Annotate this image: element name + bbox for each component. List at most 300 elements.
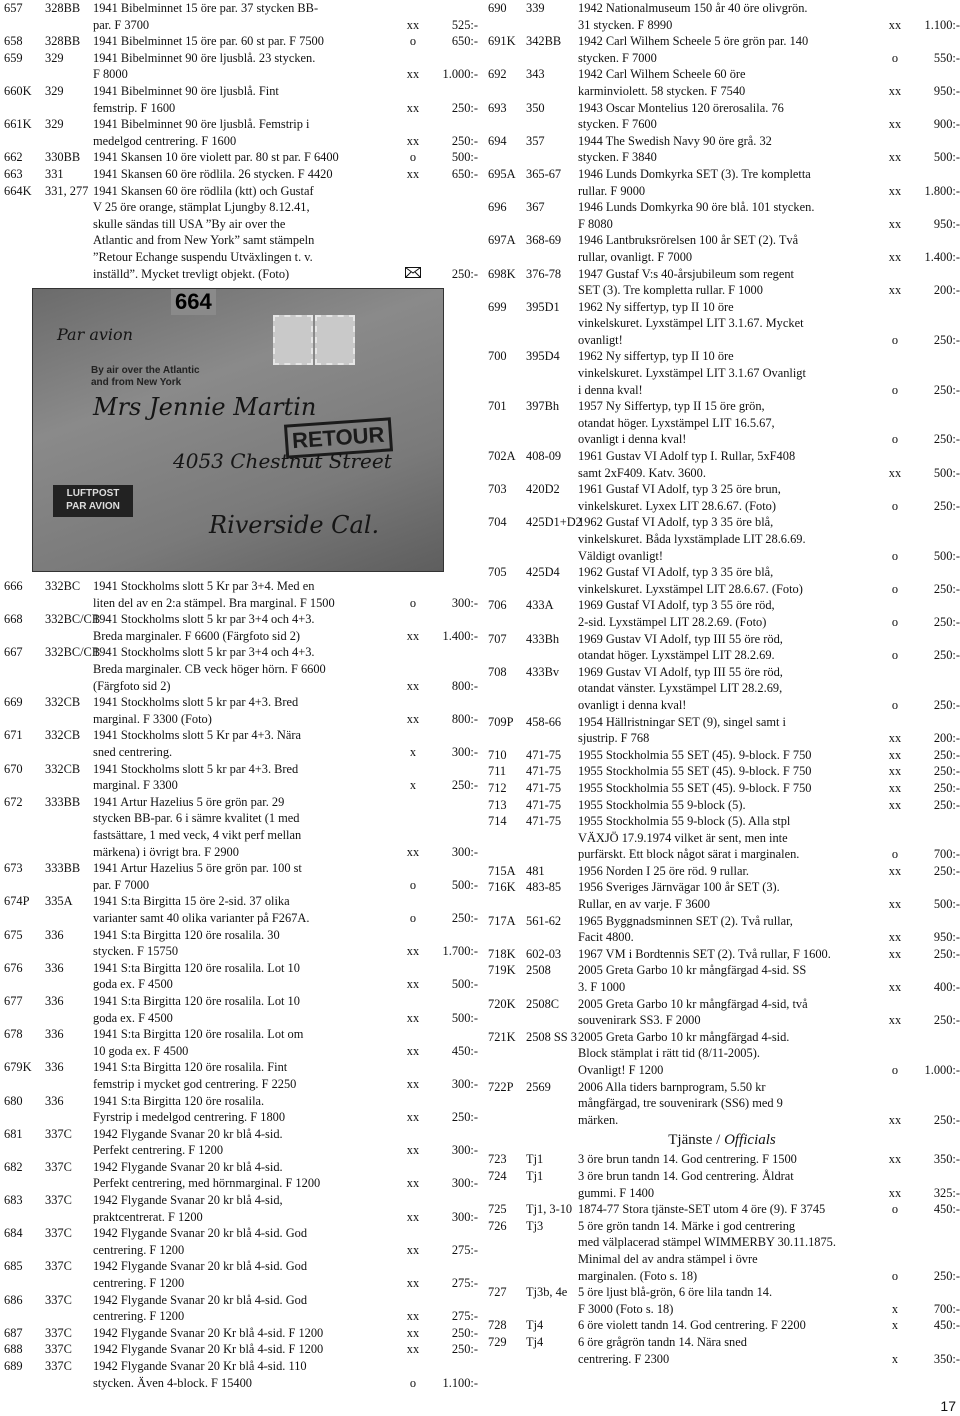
lot-list-left-top: [0, 0, 478, 282]
catalog-number: 342BB: [526, 34, 562, 49]
lot-row: [0, 1292, 478, 1325]
catalog-number: 471-75: [526, 764, 562, 779]
catalog-number: 328BB: [45, 34, 81, 49]
lot-row: [0, 83, 478, 116]
catalog-number: 329: [45, 50, 64, 65]
lot-description: 1941 Skansen 10 öre violett par. 80 st par. F 6400: [93, 150, 339, 165]
catalog-number: 336: [45, 927, 64, 942]
lot-description: 1942 Flygande Svanar 20 kr blå 4-sid. God centrering. F 1200: [93, 1292, 308, 1324]
catalog-number: 332BC/CB: [45, 645, 101, 660]
condition-code: xx: [888, 465, 902, 480]
catalog-number: 335A: [45, 894, 73, 909]
lot-number: 700: [488, 349, 507, 364]
lot-row: [0, 694, 478, 727]
condition-code: xx: [406, 1276, 420, 1291]
lot-price: 250:-: [451, 778, 478, 793]
condition-code: o: [409, 877, 417, 892]
catalog-number: 332CB: [45, 761, 81, 776]
catalog-number: 471-75: [526, 780, 562, 795]
lot-description: 1941 Stockholms slott 5 kr par 3+4 och 4+3. Breda marginaler. CB veck höger hörn. F 6600 (Färgfoto sid 2): [93, 645, 326, 693]
lot-description: 1944 The Swedish Navy 90 öre grå. 32 stycken. F 3840: [578, 133, 772, 165]
catalog-number: 481: [526, 863, 545, 878]
lot-number: 681: [4, 1126, 23, 1141]
lot-row: [0, 960, 478, 993]
section-heading-officials: [484, 1130, 960, 1150]
condition-code: o: [891, 332, 899, 347]
lot-number: 701: [488, 399, 507, 414]
lot-number: 666: [4, 579, 23, 594]
lot-description: 1941 Stockholms slott 5 kr par 4+3. Bred marginal. F 3300: [93, 761, 299, 793]
lot-number: 696: [488, 200, 507, 215]
lot-row: [484, 1151, 960, 1168]
lot-row: [0, 893, 478, 926]
lot-row: [484, 913, 960, 946]
lot-description: 1969 Gustav VI Adolf, typ III 55 öre röd, otandat höger. Lyxstämpel LIT 28.2.69.: [578, 631, 783, 663]
lot-number: 668: [4, 612, 23, 627]
lot-description: 1967 VM i Bordtennis SET (2). Två rullar, F 1600.: [578, 946, 831, 961]
lot-row: [484, 664, 960, 714]
catalog-number: 336: [45, 1093, 64, 1108]
lot-number: 695A: [488, 166, 516, 181]
lot-row: [484, 0, 960, 33]
lot-row: [0, 1026, 478, 1059]
lot-description: 1941 Skansen 60 öre rödlila (ktt) och Gustaf V 25 öre orange, stämplat Ljungby 8.12.41, skulle sändas till USA ”By air over the Atlantic and from New York” samt stämpeln ”Retour Echange suspendu Utväxlingen t. v. inställd”. Mycket trevligt objekt. (Foto): [93, 183, 315, 281]
condition-code: o: [891, 648, 899, 663]
photo-address: 4053 Chestnut Street: [173, 449, 392, 474]
lot-description: 1941 S:ta Birgitta 15 öre 2-sid. 37 olika varianter samt 40 olika varianter på F267A.: [93, 894, 310, 925]
catalog-number: 333BB: [45, 861, 81, 876]
lot-price: 250:-: [933, 863, 960, 878]
condition-code: o: [891, 50, 899, 65]
lot-row: [484, 166, 960, 199]
catalog-number: 425D4: [526, 565, 560, 580]
lot-description: 1941 S:ta Birgitta 120 öre rosalila. Fint femstrip i mycket god centrering. F 2250: [93, 1060, 297, 1091]
lot-description: 1942 Flygande Svanar 20 kr blå 4-sid, praktcentrerat. F 1200: [93, 1193, 283, 1224]
lot-description: 2005 Greta Garbo 10 kr mångfärgad 4-sid. Block stämplat i rätt tid (8/11-2005). Ovanligt! F 1200: [578, 1029, 790, 1077]
lot-price: 250:-: [933, 1112, 960, 1127]
lot-description: 1962 Ny siffertyp, typ II 10 öre vinkelskuret. Lyxstämpel LIT 3.1.67 Ovanligt i denna kval!: [578, 349, 806, 397]
stamp-image: [273, 315, 313, 365]
condition-code: x: [891, 1351, 899, 1366]
condition-code: xx: [888, 283, 902, 298]
photo-city: Riverside Cal.: [209, 511, 380, 540]
lot-number: 690: [488, 1, 507, 15]
catalog-number: Tj1: [526, 1168, 544, 1183]
lot-number: 692: [488, 67, 507, 82]
condition-code: o: [891, 1063, 899, 1077]
condition-code: xx: [888, 17, 902, 32]
cover-photo: [32, 288, 444, 572]
lot-description: 1941 Bibelminnet 90 öre ljusblå. 23 stycken. F 8000: [93, 50, 316, 82]
lot-number: 708: [488, 664, 507, 679]
lot-price: 800:-: [451, 711, 478, 726]
condition-code: xx: [406, 1309, 420, 1324]
lot-description: 1955 Stockholmia 55 SET (45). 9-block. F 750: [578, 780, 812, 795]
catalog-number: 328BB: [45, 1, 81, 15]
lot-price: 250:-: [933, 581, 960, 596]
lot-price: 500:-: [451, 150, 478, 165]
catalog-number: 337C: [45, 1259, 72, 1274]
lot-number: 691K: [488, 34, 516, 49]
lot-number: 704: [488, 515, 507, 530]
lot-row: [484, 763, 960, 780]
photo-figure-number: 664: [171, 289, 216, 315]
condition-code: xx: [406, 1176, 420, 1191]
lot-row: [484, 1029, 960, 1079]
lot-description: 1941 Stockholms slott 5 kr par 3+4 och 4+3. Breda marginaler. F 6600 (Färgfoto sid 2): [93, 612, 315, 643]
lot-number: 686: [4, 1292, 23, 1307]
lot-row: [484, 946, 960, 963]
lot-row: [0, 0, 478, 33]
lot-price: 250:-: [933, 498, 960, 513]
condition-code: xx: [888, 216, 902, 231]
lot-price: 250:-: [933, 432, 960, 447]
section-title: Tjänste: [668, 1132, 713, 1149]
lot-row: [0, 1225, 478, 1258]
lot-price: 500:-: [933, 897, 960, 912]
lot-price: 525:-: [451, 17, 478, 32]
lot-price: 250:-: [451, 1342, 478, 1357]
lot-description: 1941 Skansen 60 öre rödlila. 26 stycken. F 4420: [93, 166, 333, 181]
condition-code: x: [891, 1318, 899, 1333]
lot-number: 683: [4, 1193, 23, 1208]
catalog-number: 337C: [45, 1292, 72, 1307]
photo-printed-note: By air over the Atlantic and from New York: [91, 365, 200, 389]
catalog-number: 420D2: [526, 482, 560, 497]
lot-row: [0, 183, 478, 283]
lot-description: 1941 S:ta Birgitta 120 öre rosalila. Lot om 10 goda ex. F 4500: [93, 1027, 304, 1058]
lot-price: 300:-: [451, 1076, 478, 1091]
catalog-number: 561-62: [526, 913, 562, 928]
lot-row: [484, 448, 960, 481]
lot-row: [484, 1079, 960, 1129]
catalog-number: 2569: [526, 1079, 551, 1094]
lot-description: 1942 Flygande Svanar 20 Kr blå 4-sid. F 1200: [93, 1325, 324, 1340]
lot-number: 706: [488, 598, 507, 613]
lot-price: 250:-: [451, 133, 478, 148]
catalog-number: 329: [45, 83, 64, 98]
lot-number: 729: [488, 1334, 507, 1349]
lot-row: [0, 1358, 478, 1391]
catalog-number: 471-75: [526, 814, 562, 829]
catalog-number: 343: [526, 67, 545, 82]
lot-price: 500:-: [451, 977, 478, 992]
catalog-number: 337C: [45, 1193, 72, 1208]
lot-price: 700:-: [933, 1301, 960, 1316]
lot-description: 1941 Stockholms slott 5 kr par 4+3. Bred marginal. F 3300 (Foto): [93, 695, 299, 726]
lot-number: 685: [4, 1259, 23, 1274]
lot-price: 300:-: [451, 745, 478, 760]
lot-row: [0, 1192, 478, 1225]
lot-row: [0, 50, 478, 83]
lot-price: 300:-: [451, 1143, 478, 1158]
lot-row: [0, 1059, 478, 1092]
lot-price: 250:-: [933, 382, 960, 397]
lot-number: 711: [488, 764, 507, 779]
catalog-number: 471-75: [526, 747, 562, 762]
condition-code: xx: [406, 100, 420, 115]
lot-price: 1.800:-: [924, 183, 960, 198]
lot-row: [0, 149, 478, 166]
lot-price: 450:-: [933, 1202, 960, 1217]
lot-row: [484, 597, 960, 630]
lot-number: 659: [4, 50, 23, 65]
lot-price: 950:-: [933, 216, 960, 231]
catalog-number: 433Bv: [526, 664, 560, 679]
photo-par-avion: Par avion: [57, 325, 133, 345]
lot-number: 669: [4, 695, 23, 710]
lot-number: 727: [488, 1285, 507, 1300]
catalog-number: 365-67: [526, 166, 562, 181]
lot-description: 1941 Stockholms slott 5 Kr par 4+3. Nära sned centrering.: [93, 728, 301, 760]
lot-list-left-bottom: [0, 578, 478, 1391]
lot-description: 1942 Carl Wilhem Scheele 5 öre grön par. 140 stycken. F 7000: [578, 34, 809, 65]
lot-number: 662: [4, 150, 23, 165]
lot-price: 250:-: [933, 764, 960, 779]
catalog-number: 357: [526, 133, 545, 148]
lot-price: 250:-: [451, 1325, 478, 1340]
right-column: [484, 0, 960, 1367]
section-subtitle: Officials: [724, 1132, 776, 1149]
lot-description: 5 öre ljust blå-grön, 6 öre lila tandn 14. F 3000 (Foto s. 18): [578, 1285, 773, 1316]
lot-number: 699: [488, 299, 507, 314]
condition-code: xx: [888, 764, 902, 779]
lot-price: 1.400:-: [442, 628, 478, 643]
lot-description: 6 öre violett tandn 14. God centrering. F 2200: [578, 1318, 806, 1333]
condition-code: xx: [406, 977, 420, 992]
lot-number: 660K: [4, 83, 32, 98]
lot-description: 1942 Flygande Svanar 20 Kr blå 4-sid. F 1200: [93, 1342, 324, 1357]
catalog-number: Tj1: [526, 1152, 544, 1167]
condition-code: xx: [888, 930, 902, 945]
lot-row: [484, 1168, 960, 1201]
condition-code: o: [891, 498, 899, 513]
catalog-number: 336: [45, 993, 64, 1008]
lot-row: [0, 611, 478, 644]
lot-row: [484, 33, 960, 66]
lot-number: 715A: [488, 863, 516, 878]
lot-row: [0, 1258, 478, 1291]
lot-description: 3 öre brun tandn 14. God centrering. Åldrat gummi. F 1400: [578, 1168, 794, 1200]
condition-code: xx: [406, 711, 420, 726]
lot-price: 250:-: [933, 946, 960, 961]
lot-price: 300:-: [451, 1176, 478, 1191]
lot-row: [484, 299, 960, 349]
lot-description: 1942 Flygande Svanar 20 Kr blå 4-sid. 110 stycken. Även 4-block. F 15400: [93, 1359, 307, 1390]
catalog-number: 333BB: [45, 794, 81, 809]
lot-number: 657: [4, 1, 23, 15]
lot-description: 1941 Bibelminnet 90 öre ljusblå. Fint femstrip. F 1600: [93, 83, 279, 115]
catalog-number: 332BC: [45, 579, 81, 594]
lot-number: 684: [4, 1226, 23, 1241]
lot-row: [484, 348, 960, 398]
lot-number: 712: [488, 780, 507, 795]
lot-row: [484, 863, 960, 880]
lot-number: 674P: [4, 894, 30, 909]
lot-number: 717A: [488, 913, 516, 928]
condition-code: xx: [406, 1110, 420, 1125]
condition-code: xx: [888, 946, 902, 961]
lot-row: [484, 631, 960, 664]
lot-price: 250:-: [933, 1013, 960, 1028]
lot-row: [0, 578, 478, 611]
condition-code: xx: [888, 731, 902, 746]
lot-price: 250:-: [451, 1110, 478, 1125]
lot-number: 687: [4, 1325, 23, 1340]
catalog-number: 2508: [526, 963, 551, 978]
lot-price: 800:-: [451, 678, 478, 693]
lot-price: 400:-: [933, 980, 960, 995]
catalog-number: 332BC/CB: [45, 612, 101, 627]
lot-price: 700:-: [933, 847, 960, 862]
lot-row: [0, 1126, 478, 1159]
condition-code: xx: [406, 67, 420, 82]
lot-description: 1946 Lunds Domkyrka 90 öre blå. 101 stycken. F 8080: [578, 200, 815, 231]
lot-description: 2005 Greta Garbo 10 kr mångfärgad 4-sid, två souvenirark SS3. F 2000: [578, 996, 808, 1028]
catalog-number: 337C: [45, 1359, 72, 1373]
condition-code: xx: [888, 117, 902, 132]
lot-description: 1941 Bibelminnet 15 öre par. 37 stycken BB- par. F 3700: [93, 1, 319, 32]
lot-description: 1942 Flygande Svanar 20 kr blå 4-sid. God centrering. F 1200: [93, 1226, 308, 1257]
lot-number: 726: [488, 1218, 507, 1233]
lot-price: 300:-: [451, 595, 478, 610]
lot-price: 500:-: [451, 877, 478, 892]
lot-row: [0, 727, 478, 760]
catalog-number: 337C: [45, 1126, 72, 1141]
catalog-number: 336: [45, 1027, 64, 1042]
lot-row: [484, 1284, 960, 1317]
catalog-number: 433Bh: [526, 631, 560, 646]
lot-number: 689: [4, 1359, 23, 1373]
envelope-icon: [400, 266, 426, 283]
lot-row: [484, 879, 960, 912]
lot-description: 1941 Bibelminnet 15 öre par. 60 st par. F 7500: [93, 34, 324, 49]
catalog-number: 395D4: [526, 349, 560, 364]
lot-description: 1961 Gustav VI Adolf typ I. Rullar, 5xF408 samt 2xF409. Katv. 3600.: [578, 449, 796, 480]
catalog-number: 2508C: [526, 996, 560, 1011]
lot-description: 1942 Flygande Svanar 20 kr blå 4-sid. Perfekt centrering. F 1200: [93, 1126, 283, 1158]
lot-price: 1.000:-: [442, 67, 478, 82]
condition-code: o: [891, 614, 899, 629]
lot-number: 680: [4, 1093, 23, 1108]
lot-row: [484, 232, 960, 265]
lot-description: 1955 Stockholmia 55 9-block (5). Alla stpl VÄXJÖ 17.9.1974 vilket är sent, men inte purfärskt. Ett block något särat i marginalen.: [578, 814, 800, 862]
condition-code: o: [409, 1375, 417, 1390]
lot-row: [0, 33, 478, 50]
catalog-number: Tj3b, 4e: [526, 1285, 568, 1300]
lot-description: 1946 Lunds Domkyrka SET (3). Tre kompletta rullar. F 9000: [578, 166, 811, 198]
condition-code: xx: [406, 166, 420, 181]
lot-price: 250:-: [933, 648, 960, 663]
lot-number: 707: [488, 631, 507, 646]
lot-row: [484, 133, 960, 166]
lot-number: 697A: [488, 233, 516, 248]
lot-price: 950:-: [933, 930, 960, 945]
catalog-number: 471-75: [526, 797, 562, 812]
condition-code: xx: [888, 1112, 902, 1127]
condition-code: x: [891, 1301, 899, 1316]
lot-description: 1965 Byggnadsminnen SET (2). Två rullar, Facit 4800.: [578, 913, 793, 945]
catalog-number: 337C: [45, 1325, 72, 1340]
condition-code: xx: [888, 249, 902, 264]
catalog-number: Tj4: [526, 1334, 544, 1349]
lot-description: 1954 Hällristningar SET (9), singel samt i sjustrip. F 768: [578, 714, 786, 746]
lot-number: 663: [4, 166, 23, 181]
lot-number: 698K: [488, 266, 516, 281]
condition-code: xx: [406, 1076, 420, 1091]
condition-code: o: [891, 581, 899, 596]
lot-row: [484, 514, 960, 564]
lot-number: 658: [4, 34, 23, 49]
lot-number: 703: [488, 482, 507, 497]
lot-row: [0, 761, 478, 794]
lot-description: 1874-77 Stora tjänste-SET utom 4 öre (9). F 3745: [578, 1202, 826, 1217]
lot-price: 250:-: [933, 1268, 960, 1283]
lot-number: 725: [488, 1202, 507, 1217]
lot-row: [484, 100, 960, 133]
lot-description: 1956 Norden I 25 öre röd. 9 rullar.: [578, 863, 750, 878]
catalog-number: 336: [45, 1060, 64, 1075]
lot-row: [484, 66, 960, 99]
lot-row: [484, 780, 960, 797]
lot-description: 1941 S:ta Birgitta 120 öre rosalila. Lot 10 goda ex. F 4500: [93, 993, 300, 1025]
lot-price: 1.000:-: [924, 1063, 960, 1077]
lot-description: 1941 S:ta Birgitta 120 öre rosalila. Lot 10 goda ex. F 4500: [93, 960, 300, 992]
lot-number: 693: [488, 100, 507, 115]
lot-price: 250:-: [933, 332, 960, 347]
lot-price: 250:-: [933, 797, 960, 812]
condition-code: o: [891, 697, 899, 712]
lot-row: [484, 797, 960, 814]
lot-price: 250:-: [933, 780, 960, 795]
left-column: [0, 0, 478, 1391]
lot-price: 500:-: [933, 465, 960, 480]
lot-number: 672: [4, 794, 23, 809]
catalog-number: Tj3: [526, 1218, 544, 1233]
lot-price: 1.100:-: [924, 17, 960, 32]
lot-row: [484, 962, 960, 995]
lot-number: 710: [488, 747, 507, 762]
condition-code: o: [409, 150, 417, 165]
photo-luftpost-label: LUFTPOST PAR AVION: [53, 485, 133, 517]
catalog-number: 331: [45, 166, 64, 181]
condition-code: xx: [406, 1209, 420, 1224]
condition-code: o: [891, 1268, 899, 1283]
lot-description: 1955 Stockholmia 55 9-block (5).: [578, 797, 746, 812]
lot-number: 675: [4, 927, 23, 942]
lot-description: 1969 Gustav VI Adolf, typ III 55 öre röd, otandat vänster. Lyxstämpel LIT 28.2.69, ovanligt i denna kval!: [578, 664, 783, 712]
lot-price: 500:-: [933, 548, 960, 563]
lot-description: 1961 Gustaf VI Adolf, typ 3 25 öre brun, vinkelskuret. Lyxex LIT 28.6.67. (Foto): [578, 482, 781, 513]
condition-code: o: [891, 548, 899, 563]
lot-row: [0, 166, 478, 183]
lot-number: 724: [488, 1168, 507, 1183]
lot-price: 1.100:-: [442, 1375, 478, 1390]
lot-row: [484, 996, 960, 1029]
catalog-number: 425D1+D2: [526, 515, 582, 530]
lot-description: 1969 Gustaf VI Adolf, typ 3 55 öre röd, 2-sid. Lyxstämpel LIT 28.2.69. (Foto): [578, 598, 775, 629]
lot-price: 1.700:-: [442, 944, 478, 959]
lot-price: 350:-: [933, 1152, 960, 1167]
catalog-number: 397Bh: [526, 399, 560, 414]
catalog-number: 337C: [45, 1226, 72, 1241]
lot-price: 250:-: [933, 747, 960, 762]
lot-description: 1962 Gustaf VI Adolf, typ 3 35 öre blå, vinkelskuret. Lyxstämpel LIT 28.6.67. (Foto): [578, 565, 803, 596]
photo-retour-stamp: RETOUR: [284, 417, 393, 458]
condition-code: xx: [406, 1143, 420, 1158]
lot-number: 719K: [488, 963, 516, 978]
lot-description: 1941 Artur Hazelius 5 öre grön par. 100 st par. F 7000: [93, 861, 302, 892]
